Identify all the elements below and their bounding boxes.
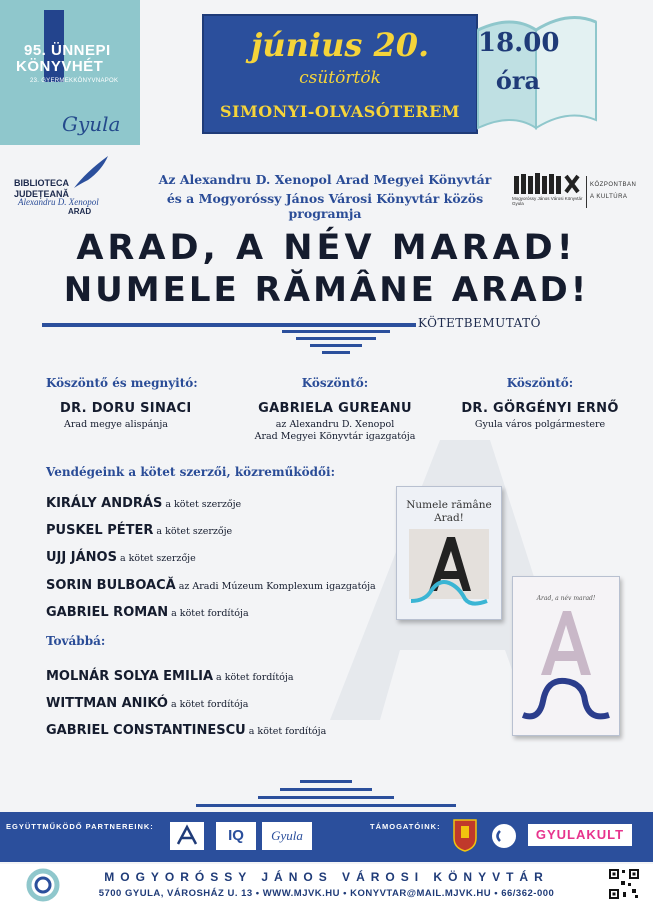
guest-row — [46, 546, 196, 565]
guest-role: a kötet fordítója — [216, 672, 294, 683]
guest-role: a kötet szerzője — [119, 553, 196, 564]
greeting-name: GABRIELA GUREANU — [258, 401, 412, 416]
partners-label: EGYÜTTMŰKÖDŐ PARTNEREINK: — [6, 822, 154, 831]
partner-logo-iq: IQ — [216, 822, 256, 850]
qr-code-icon[interactable] — [608, 868, 640, 900]
greeting-role: Arad Megyei Könyvtár igazgatója — [254, 431, 416, 442]
footer-contact[interactable]: 5700 GYULA, VÁROSHÁZ U. 13 • WWW.MJVK.HU • KONYVTAR@MAIL.MJVK.HU • 66/362-000 — [98, 888, 555, 899]
kozpont-line2: A KULTÚRA — [590, 194, 628, 200]
left-logo-line1: BIBLIOTECA — [14, 178, 69, 188]
event-venue: SIMONYI-OLVASÓTEREM — [219, 102, 461, 121]
guest-role: az Aradi Múzeum Komplexum igazgatója — [178, 581, 376, 592]
date-box — [202, 14, 478, 134]
guests-heading: Vendégeink a kötet szerzői, közreműködői: — [46, 465, 336, 479]
kozpont-line1: KÖZPONTBAN — [590, 182, 637, 188]
greeting-name: DR. GÖRGÉNYI ERNŐ — [461, 401, 619, 416]
greeting-role: Arad megye alispánja — [64, 419, 168, 430]
supporters-label: TÁMOGATÓINK: — [370, 822, 441, 831]
guest-role: a kötet fordítója — [170, 699, 249, 710]
greeting-heading: Köszöntő és megnyitó: — [46, 376, 198, 390]
gyulakult-logo: GYULAKULT — [528, 824, 632, 846]
book-cover-art — [405, 529, 493, 617]
event-date: június 20. — [250, 26, 430, 64]
guest-name: PUSKEL PÉTER — [46, 523, 154, 538]
left-logo-line3: Alexandru D. Xenopol — [18, 197, 99, 207]
guest-row — [46, 601, 249, 620]
guest-role: a kötet szerzője — [165, 499, 242, 510]
guest-name: GABRIEL CONSTANTINESCU — [46, 723, 246, 738]
badge-title: KÖNYVHÉT — [16, 58, 104, 75]
civil-logo-icon — [490, 822, 518, 850]
book-cover-art — [519, 605, 613, 729]
guest-name: MOLNÁR SOLYA EMILIA — [46, 669, 214, 684]
coat-of-arms-icon — [452, 818, 478, 852]
book-cover-hungarian — [512, 576, 620, 736]
page-title-hu: ARAD, A NÉV MARAD! — [76, 228, 577, 268]
logo-divider — [586, 176, 587, 208]
greeting-role: Gyula város polgármestere — [474, 419, 606, 430]
guest-name: SORIN BULBOACĂ — [46, 578, 176, 593]
footer-library-name: MOGYORÓSSY JÁNOS VÁROSI KÖNYVTÁR — [104, 870, 549, 884]
guest-row — [46, 574, 376, 593]
guest-row — [46, 665, 294, 684]
steps-ornament — [282, 330, 390, 354]
badge-city: Gyula — [62, 112, 121, 136]
guest-name: WITTMAN ANIKÓ — [46, 696, 168, 711]
partner-logo-icon — [170, 822, 204, 850]
page-subtitle: KÖTETBEMUTATÓ — [418, 316, 541, 330]
event-day: csütörtök — [299, 68, 381, 88]
event-time-unit: óra — [495, 66, 541, 95]
guest-name: KIRÁLY ANDRÁS — [46, 496, 163, 511]
steps-ornament — [196, 780, 456, 808]
badge-subtitle: 23. GYERMEKKÖNYVNAPOK — [30, 78, 119, 84]
event-time: 18.00 — [478, 28, 560, 58]
guest-row — [46, 492, 241, 511]
badge-edition: 95. ÜNNEPI — [24, 42, 111, 59]
organizer-line2: és a Mogyoróssy János Városi Könyvtár közös programja — [166, 191, 484, 221]
guest-role: a kötet szerzője — [156, 526, 233, 537]
book-cover-title: Arad! — [434, 512, 464, 524]
guest-name: GABRIEL ROMAN — [46, 605, 169, 620]
greeting-role: az Alexandru D. Xenopol — [275, 419, 395, 430]
book-cover-title: Numele rămâne — [406, 499, 492, 511]
organizer-line1: Az Alexandru D. Xenopol Arad Megyei Könyvtár — [158, 172, 492, 187]
quill-icon — [66, 152, 112, 192]
page-title-ro: NUMELE RĂMÂNE ARAD! — [63, 270, 590, 310]
greeting-name: DR. DORU SINACI — [60, 401, 192, 416]
book-cover-title: Arad, a név marad! — [536, 595, 596, 602]
guest-row — [46, 719, 326, 738]
title-underline — [42, 323, 416, 327]
more-heading: Továbbá: — [46, 634, 106, 648]
guest-role: a kötet fordítója — [248, 726, 327, 737]
greeting-heading: Köszöntő: — [301, 376, 369, 390]
greeting-heading: Köszöntő: — [506, 376, 574, 390]
left-logo-line4: ARAD — [68, 207, 92, 216]
guest-row — [46, 519, 232, 538]
book-cover-romanian — [396, 486, 502, 620]
library-logo-text: Mogyoróssy János Városi Könyvtár Gyula — [512, 196, 583, 206]
left-logo-line2: JUDEȚEANĂ — [14, 189, 70, 199]
guest-name: UJJ JÁNOS — [46, 550, 117, 565]
guest-row — [46, 692, 248, 711]
guest-role: a kötet fordítója — [171, 608, 249, 619]
partner-logo-gyula: Gyula — [262, 822, 312, 850]
